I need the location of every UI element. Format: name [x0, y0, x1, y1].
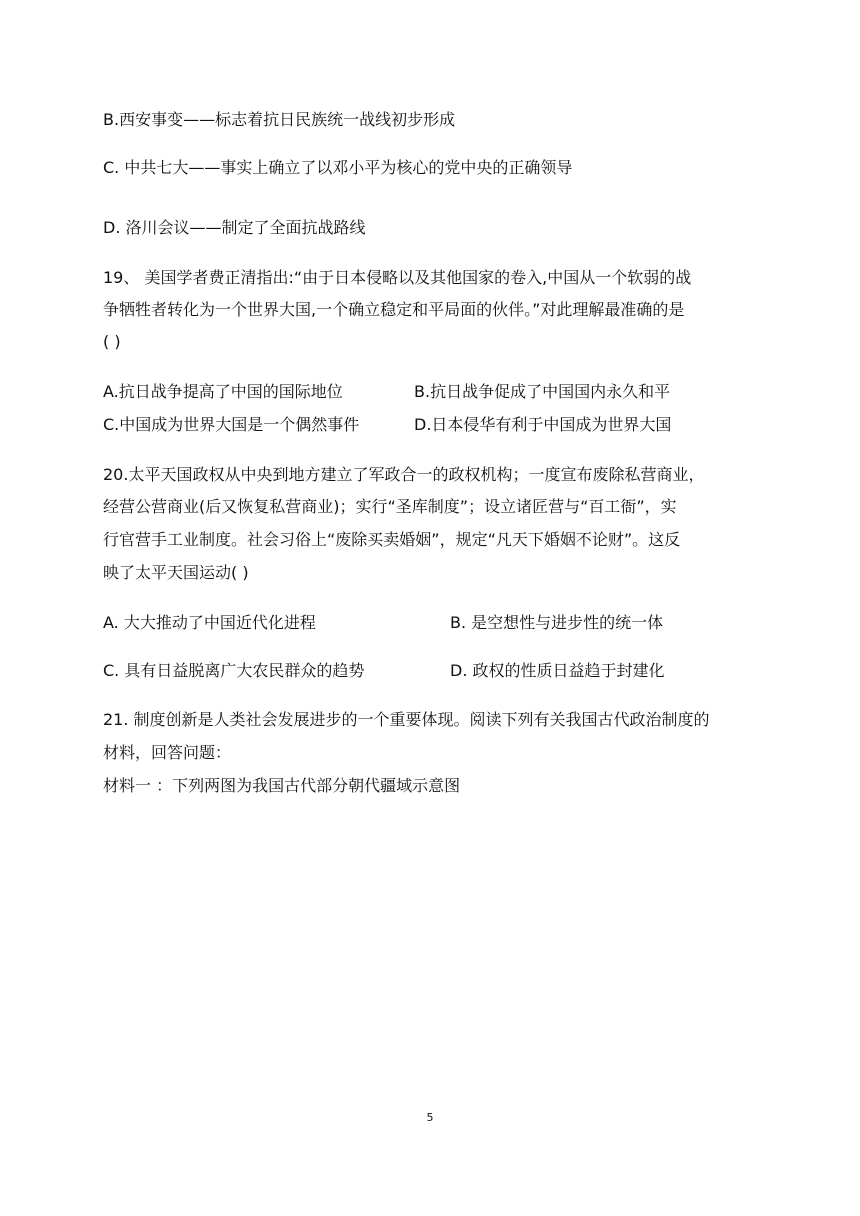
- q20-stem-line-3: 行官营手工业制度。社会习俗上“废除买卖婚姻”，规定“凡天下婚姻不论财”。这反: [103, 530, 681, 549]
- q20-option-c: C. 具有日益脱离广大农民群众的趋势: [103, 661, 365, 680]
- q19-stem-line-1: 19、 美国学者费正清指出:“由于日本侵略以及其他国家的卷入,中国从一个软弱的战: [103, 268, 692, 287]
- q20-option-a: A. 大大推动了中国近代化进程: [103, 613, 316, 632]
- q19-option-a: A.抗日战争提高了中国的国际地位: [103, 382, 343, 401]
- q19-option-d: D.日本侵华有利于中国成为世界大国: [414, 415, 672, 434]
- q20-stem-line-4: 映了太平天国运动( ): [103, 563, 249, 582]
- q21-stem-line-2: 材料，回答问题：: [103, 743, 232, 762]
- q18-option-b: B.西安事变——标志着抗日民族统一战线初步形成: [103, 110, 456, 129]
- q19-option-c: C.中国成为世界大国是一个偶然事件: [103, 415, 360, 434]
- q19-stem-line-2: 争牺牲者转化为一个世界大国,一个确立稳定和平局面的伙伴。”对此理解最准确的是: [103, 300, 685, 319]
- page-number: 5: [426, 1111, 434, 1124]
- q19-stem-line-3: ( ): [103, 332, 121, 351]
- q21-material-1: 材料一 ：下列两图为我国古代部分朝代疆域示意图: [103, 776, 461, 795]
- q19-option-b: B.抗日战争促成了中国国内永久和平: [414, 382, 671, 401]
- q20-stem-line-2: 经营公营商业(后又恢复私营商业)；实行“圣库制度”；设立诸匠营与“百工衙”，实: [103, 497, 677, 516]
- q20-stem-line-1: 20.太平天国政权从中央到地方建立了军政合一的政权机构；一度宣布废除私营商业，: [103, 465, 705, 484]
- q18-option-d: D. 洛川会议——制定了全面抗战路线: [103, 218, 366, 237]
- q20-option-b: B. 是空想性与进步性的统一体: [450, 613, 664, 632]
- q18-option-c: C. 中共七大——事实上确立了以邓小平为核心的党中央的正确领导: [103, 158, 573, 177]
- q20-option-d: D. 政权的性质日益趋于封建化: [450, 661, 665, 680]
- q21-stem-line-1: 21. 制度创新是人类社会发展进步的一个重要体现。阅读下列有关我国古代政治制度的: [103, 710, 710, 729]
